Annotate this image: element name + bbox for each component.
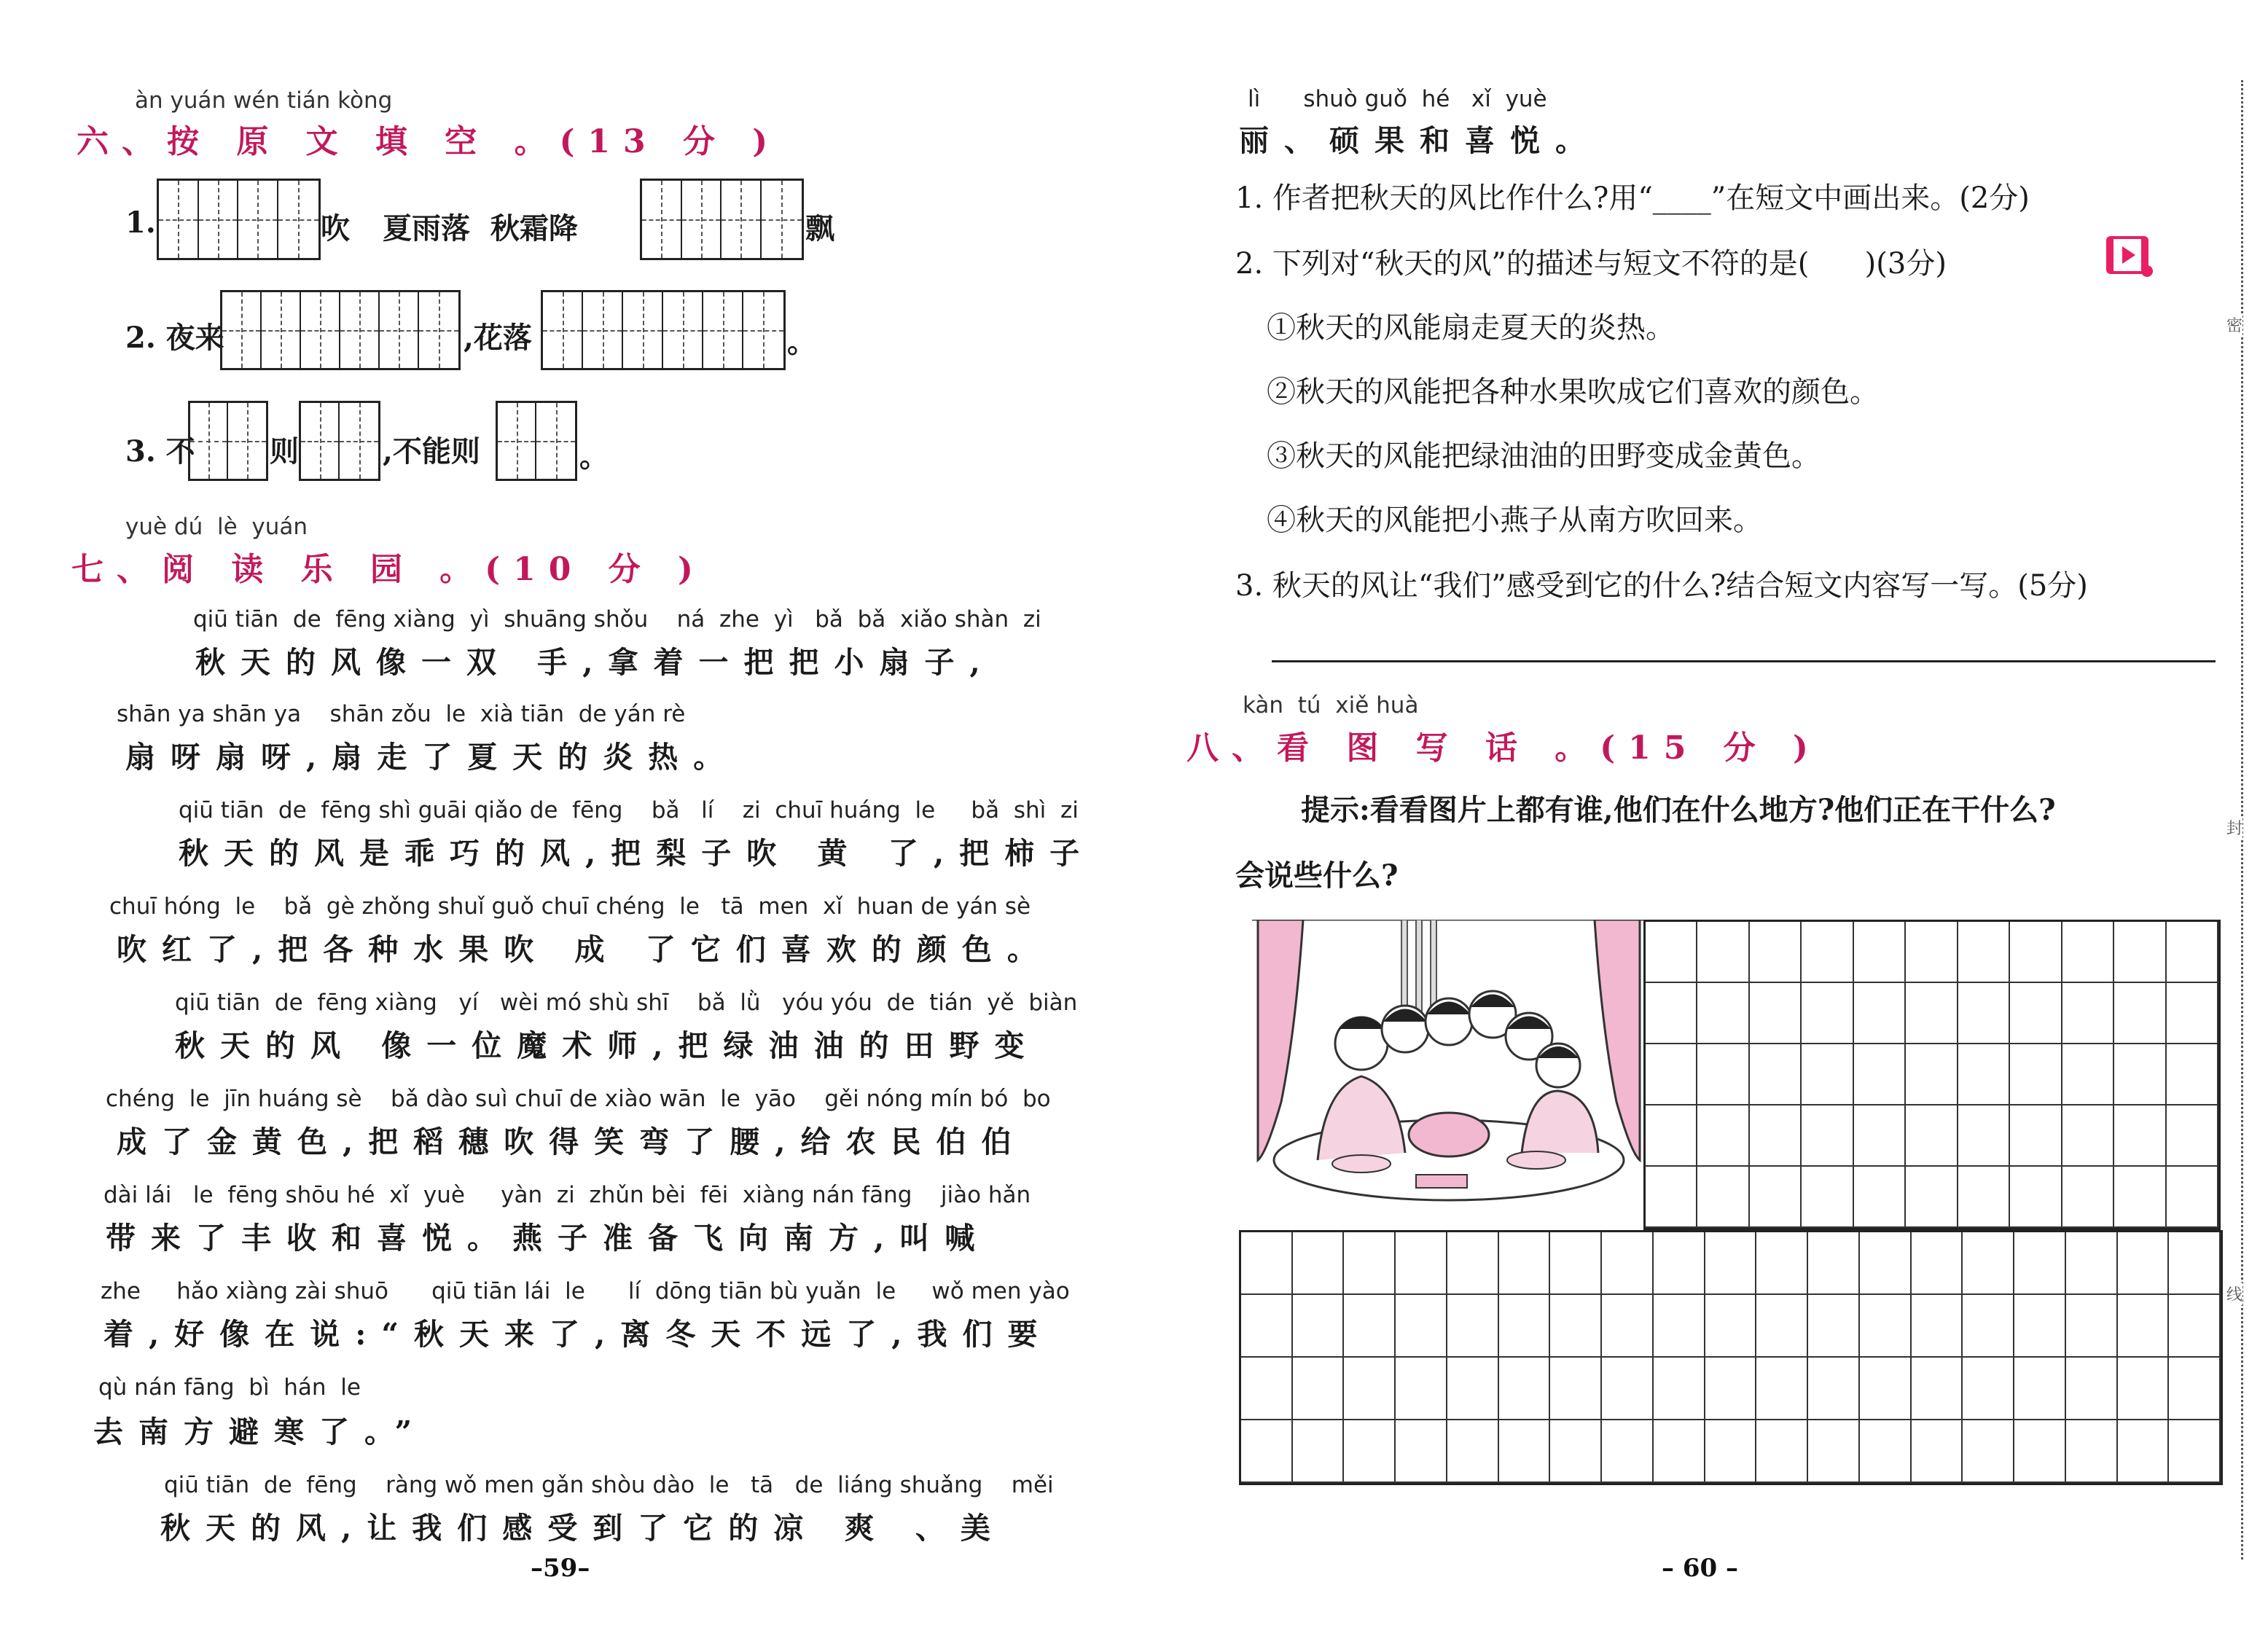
passage-line-4: 吹红了,把各种水果吹 成 了它们喜欢的颜色。 — [117, 932, 1052, 967]
passage-pinyin-4: chuī hóng le bǎ gè zhǒng shuǐ guǒ chuī chéng le tā men xǐ huan de yán sè — [109, 893, 1031, 920]
passage-line-7: 带来了丰收和喜悦。燕子准备飞向南方,叫喊 — [106, 1221, 990, 1256]
continuation-line: 丽、硕果和喜悦。 — [1239, 123, 1600, 158]
section8-pinyin: kàn tú xiě huà — [1243, 692, 1419, 719]
passage-line-3: 秋天的风是乖巧的风,把梨子吹 黄 了,把柿子 — [179, 836, 1095, 871]
s6-q2-num: 2. 夜来 — [125, 321, 224, 355]
s6-q2-end: 。 — [787, 325, 816, 359]
margin-mark-2: 封 — [2226, 816, 2242, 839]
margin-mark-3: 线 — [2226, 1283, 2242, 1305]
s6-q1-box1[interactable] — [157, 179, 321, 260]
passage-pinyin-9: qù nán fāng bì hán le — [98, 1374, 361, 1401]
passage-line-1: 秋天的风像一双 手,拿着一把把小扇子, — [195, 645, 996, 680]
passage-pinyin-6: chéng le jīn huáng sè bǎ dào suì chuī de xiào wān le yāo gěi nóng mín bó bo — [106, 1086, 1051, 1112]
s6-q2-comma: ,花落 — [464, 321, 532, 355]
writing-grid-lower[interactable] — [1239, 1230, 2223, 1485]
margin-mark-1: 密 — [2226, 313, 2242, 336]
question-2: 2. 下列对“秋天的风”的描述与短文不符的是( )(3分) — [1235, 247, 1947, 281]
passage-line-9: 去南方避寒了。” — [93, 1414, 428, 1449]
s6-q1-after-box1: 吹 — [321, 211, 350, 246]
option-1: ①秋天的风能扇走夏天的炎热。 — [1267, 311, 1675, 345]
passage-line-5: 秋天的风 像一位魔术师,把绿油油的田野变 — [175, 1028, 1040, 1063]
page-number-right: – 60 – — [1662, 1554, 1738, 1583]
passage-pinyin-8: zhe hǎo xiàng zài shuō qiū tiān lái le lí dōng tiān bù yuǎn le wǒ men yào — [101, 1278, 1070, 1304]
passage-pinyin-10: qiū tiān de fēng ràng wǒ men gǎn shòu dào le tā de liáng shuǎng měi — [164, 1472, 1054, 1498]
option-3: ③秋天的风能把绿油油的田野变成金黄色。 — [1267, 439, 1821, 473]
option-4: ④秋天的风能把小燕子从南方吹回来。 — [1267, 504, 1762, 537]
passage-pinyin-5: qiū tiān de fēng xiàng yí wèi mó shù shī bǎ lǜ yóu yóu de tián yě biàn — [175, 990, 1078, 1016]
passage-line-8: 着,好像在说:“秋天来了,离冬天不远了,我们要 — [103, 1317, 1053, 1352]
hint-line-1: 提示:看看图片上都有谁,他们在什么地方?他们正在干什么? — [1301, 793, 2056, 827]
section8-title: 八、看 图 写 话 。(15 分 ) — [1186, 729, 1821, 767]
question-1: 1. 作者把秋天的风比作什么?用“____”在短文中画出来。(2分) — [1235, 181, 2030, 215]
passage-pinyin-2: shān ya shān ya shān zǒu le xià tiān de yán rè — [117, 701, 686, 727]
hint-line-2: 会说些什么? — [1235, 858, 1399, 893]
s6-q3-box3[interactable] — [496, 401, 577, 481]
question-3: 3. 秋天的风让“我们”感受到它的什么?结合短文内容写一写。(5分) — [1235, 569, 2088, 603]
continuation-pinyin: lì shuò guǒ hé xǐ yuè — [1248, 86, 1547, 112]
s6-q1-box2[interactable] — [640, 179, 804, 260]
section7-pinyin: yuè dú lè yuán — [125, 514, 308, 540]
family-dinner-illustration — [1252, 920, 1646, 1226]
section6-pinyin: àn yuán wén tián kòng — [135, 87, 393, 114]
option-2: ②秋天的风能把各种水果吹成它们喜欢的颜色。 — [1267, 375, 1879, 409]
s6-q1-num: 1. — [125, 206, 156, 240]
passage-pinyin-1: qiū tiān de fēng xiàng yì shuāng shǒu ná zhe yì bǎ bǎ xiǎo shàn zi — [193, 606, 1041, 633]
passage-pinyin-7: dài lái le fēng shōu hé xǐ yuè yàn zi zhǔn bèi fēi xiàng nán fāng jiào hǎn — [103, 1182, 1031, 1208]
page-number-left: –59– — [531, 1554, 590, 1583]
s6-q1-middle: 夏雨落 秋霜降 — [383, 211, 578, 246]
s6-q3-mid2: ,不能则 — [383, 434, 480, 469]
answer-line[interactable] — [1272, 660, 2216, 662]
passage-line-10: 秋天的风,让我们感受到了它的凉 爽 、美 — [160, 1511, 1006, 1546]
section7-title: 七、阅 读 乐 园 。(10 分 ) — [71, 551, 706, 588]
writing-grid-upper[interactable] — [1643, 920, 2221, 1230]
s6-q3-box1[interactable] — [188, 401, 268, 481]
passage-line-2: 扇呀扇呀,扇走了夏天的炎热。 — [125, 740, 739, 775]
passage-line-6: 成了金黄色,把稻穗吹得笑弯了腰,给农民伯伯 — [117, 1124, 1027, 1159]
s6-q3-num: 3. 不 — [125, 434, 195, 469]
video-play-icon[interactable] — [2106, 235, 2156, 278]
section6-title: 六、按 原 文 填 空 。(13 分 ) — [77, 123, 781, 160]
s6-q3-box2[interactable] — [299, 401, 380, 481]
passage-pinyin-3: qiū tiān de fēng shì guāi qiǎo de fēng bǎ lí zi chuī huáng le bǎ shì zi — [179, 797, 1079, 823]
s6-q2-box1[interactable] — [220, 290, 461, 370]
s6-q2-box2[interactable] — [541, 290, 786, 370]
s6-q3-mid1: 则 — [270, 434, 299, 469]
s6-q3-end: 。 — [579, 439, 609, 474]
s6-q1-after-box2: 飘 — [805, 211, 834, 246]
